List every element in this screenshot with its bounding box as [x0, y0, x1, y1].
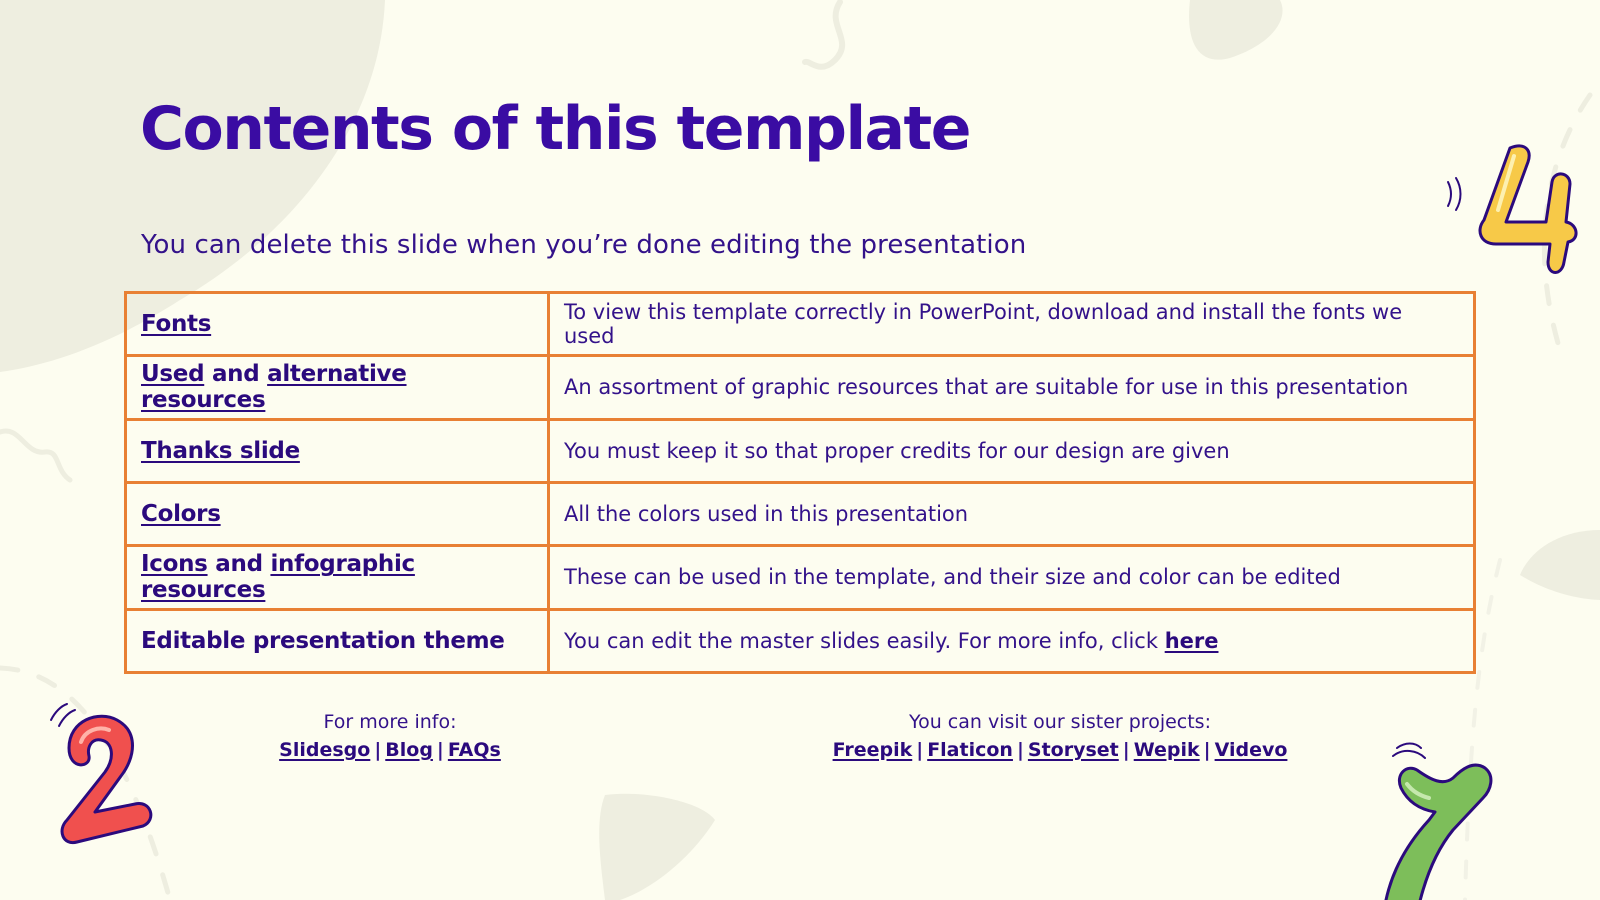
faqs-link[interactable]: FAQs	[447, 739, 501, 761]
alternative-resources-link[interactable]: alternative resources	[141, 361, 407, 414]
footer-heading: For more info:	[323, 711, 457, 733]
table-row	[126, 356, 1475, 419]
resource-name-cell	[126, 293, 549, 356]
resource-description: All the colors used in this presentation	[549, 482, 1475, 545]
footer-more-info	[240, 708, 540, 764]
description-text: You can edit the master slides easily. For more info, click	[564, 628, 1165, 653]
table-row	[126, 293, 1475, 356]
thanks-slide-link[interactable]: Thanks slide	[141, 437, 300, 464]
bottom-triangle-blob	[599, 794, 715, 900]
separator: |	[916, 739, 924, 761]
table-row	[126, 546, 1475, 609]
page-title: Contents of this template	[140, 94, 970, 164]
resource-description: To view this template correctly in PowerPoint, download and install the fonts we used	[549, 293, 1475, 356]
table-row	[126, 482, 1475, 545]
separator: |	[1203, 739, 1211, 761]
page-subtitle: You can delete this slide when you’re done editing the presentation	[141, 230, 1027, 260]
infographic-resources-link[interactable]: infographic resources	[141, 551, 415, 604]
resource-name-cell	[126, 482, 549, 545]
top-triangle-blob	[1189, 0, 1282, 60]
resource-name-cell	[126, 546, 549, 609]
resource-description: These can be used in the template, and their size and color can be edited	[549, 546, 1475, 609]
footer-links	[810, 736, 1310, 764]
resource-name-cell: Editable presentation theme	[126, 609, 549, 672]
footer-links	[240, 736, 540, 764]
top-squiggle	[805, 2, 842, 67]
blog-link[interactable]: Blog	[385, 739, 433, 761]
number-2-balloon	[51, 704, 151, 843]
resource-name-cell	[126, 419, 549, 482]
contents-table	[124, 291, 1476, 674]
slidesgo-link[interactable]: Slidesgo	[279, 739, 371, 761]
wepik-link[interactable]: Wepik	[1133, 739, 1200, 761]
resource-description: An assortment of graphic resources that are suitable for use in this presentation	[549, 356, 1475, 419]
storyset-link[interactable]: Storyset	[1027, 739, 1119, 761]
fonts-link[interactable]: Fonts	[141, 311, 212, 338]
separator: |	[1122, 739, 1130, 761]
resource-description: You must keep it so that proper credits for our design are given	[549, 419, 1475, 482]
number-7-balloon	[1385, 744, 1491, 900]
freepik-link[interactable]: Freepik	[832, 739, 913, 761]
here-link[interactable]: here	[1164, 628, 1219, 653]
table-row	[126, 419, 1475, 482]
separator: |	[1016, 739, 1024, 761]
bottom-left-dashed-arc	[0, 668, 170, 900]
separator: |	[374, 739, 382, 761]
left-squiggle	[0, 431, 70, 480]
resource-name-cell	[126, 356, 549, 419]
icons-link[interactable]: Icons	[141, 551, 208, 578]
resource-description	[549, 609, 1475, 672]
videvo-link[interactable]: Videvo	[1214, 739, 1288, 761]
connector-text: and	[204, 361, 268, 388]
footer-sister-projects	[810, 708, 1310, 764]
colors-link[interactable]: Colors	[141, 501, 221, 528]
connector-text: and	[207, 551, 271, 578]
separator: |	[436, 739, 444, 761]
right-leaf-blob	[1520, 530, 1600, 600]
footer-heading: You can visit our sister projects:	[909, 711, 1211, 733]
table-row	[126, 609, 1475, 672]
flaticon-link[interactable]: Flaticon	[927, 739, 1013, 761]
used-resources-link[interactable]: Used	[141, 361, 205, 388]
